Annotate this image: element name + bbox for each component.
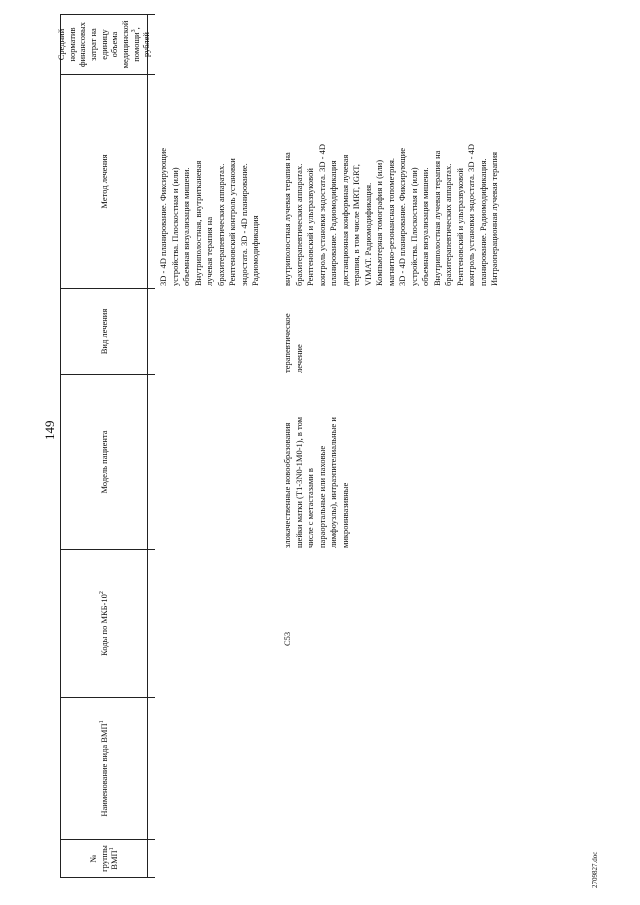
row-method: внутриполостная лучевая терапия на брахитерапевтических аппаратах. Рентгеновский и ультразвуковой контроль установки эндостата. 3D - 4D планирование. Радиомодификация дистанционная конформная лучевая терапия, в том числе IMRT, IGRT, VIMAT. Радиомодификация. Компьютерная томография и (или) магнитно-резонансная топометрия. 3D - 4D планирование. Фиксирующие устройства. Плоскостная и (или) объемная визуализация мишени. Внутриполостная лучевая терапия на брахитерапевтических аппаратах. Рентгеновский и ультразвуковой контроль установки эндостата. 3D - 4D планирование. Радиомодификация. Интраоперационная лучевая терапия xyxy=(282,143,499,286)
column-line xyxy=(148,74,155,75)
header-codes xyxy=(60,550,148,698)
column-line xyxy=(148,374,155,375)
method-continuation: 3D - 4D планирование. Фиксирующие устройства. Плоскостная и (или) объемная визуализация мишени. Внутриполостная, внутритканевая лучевая терапия на брахитерапевтических аппаратах. Рентгеновский контроль установки эндостата. 3D - 4D планирование. Радиомодификация xyxy=(158,147,260,286)
header-codes-text: Коды по МКБ-$10^2$ xyxy=(98,591,109,656)
header-model-text: Модель пациента xyxy=(98,430,109,494)
row-model: злокачественные новообразования шейки матки (T1-3N0-1M0-1), в том числе с метастазами в параортальные или паховые лимфоузлы), интраэпителиальные и микроинвазивные xyxy=(282,416,350,548)
header-kind-text: Вид лечения xyxy=(98,308,109,355)
footer-document-code: 2709827.doc xyxy=(591,851,599,888)
column-line xyxy=(148,877,155,878)
row-kind: терапевтическое лечение xyxy=(282,313,304,373)
column-line xyxy=(148,549,155,550)
column-line xyxy=(148,14,155,15)
rotated-table xyxy=(56,14,580,878)
page-number: 149 xyxy=(42,420,57,440)
header-name-text: Наименование вида ВМП$^1$ xyxy=(98,720,109,817)
column-line xyxy=(148,697,155,698)
header-group xyxy=(60,840,148,878)
column-line xyxy=(148,288,155,289)
header-name xyxy=(60,698,148,840)
header-cost xyxy=(56,14,152,75)
header-kind xyxy=(60,289,148,375)
header-group-text: № группы ВМП$^1$ xyxy=(88,845,120,872)
header-method xyxy=(60,75,148,289)
header-model xyxy=(60,375,148,550)
column-line xyxy=(148,839,155,840)
row-code: C53 xyxy=(282,631,292,646)
header-method-text: Метод лечения xyxy=(98,154,109,209)
header-cost-text: Средний норматив финансовых затрат на единицу объема медицинской помощи$^3$, рублей xyxy=(56,20,152,69)
